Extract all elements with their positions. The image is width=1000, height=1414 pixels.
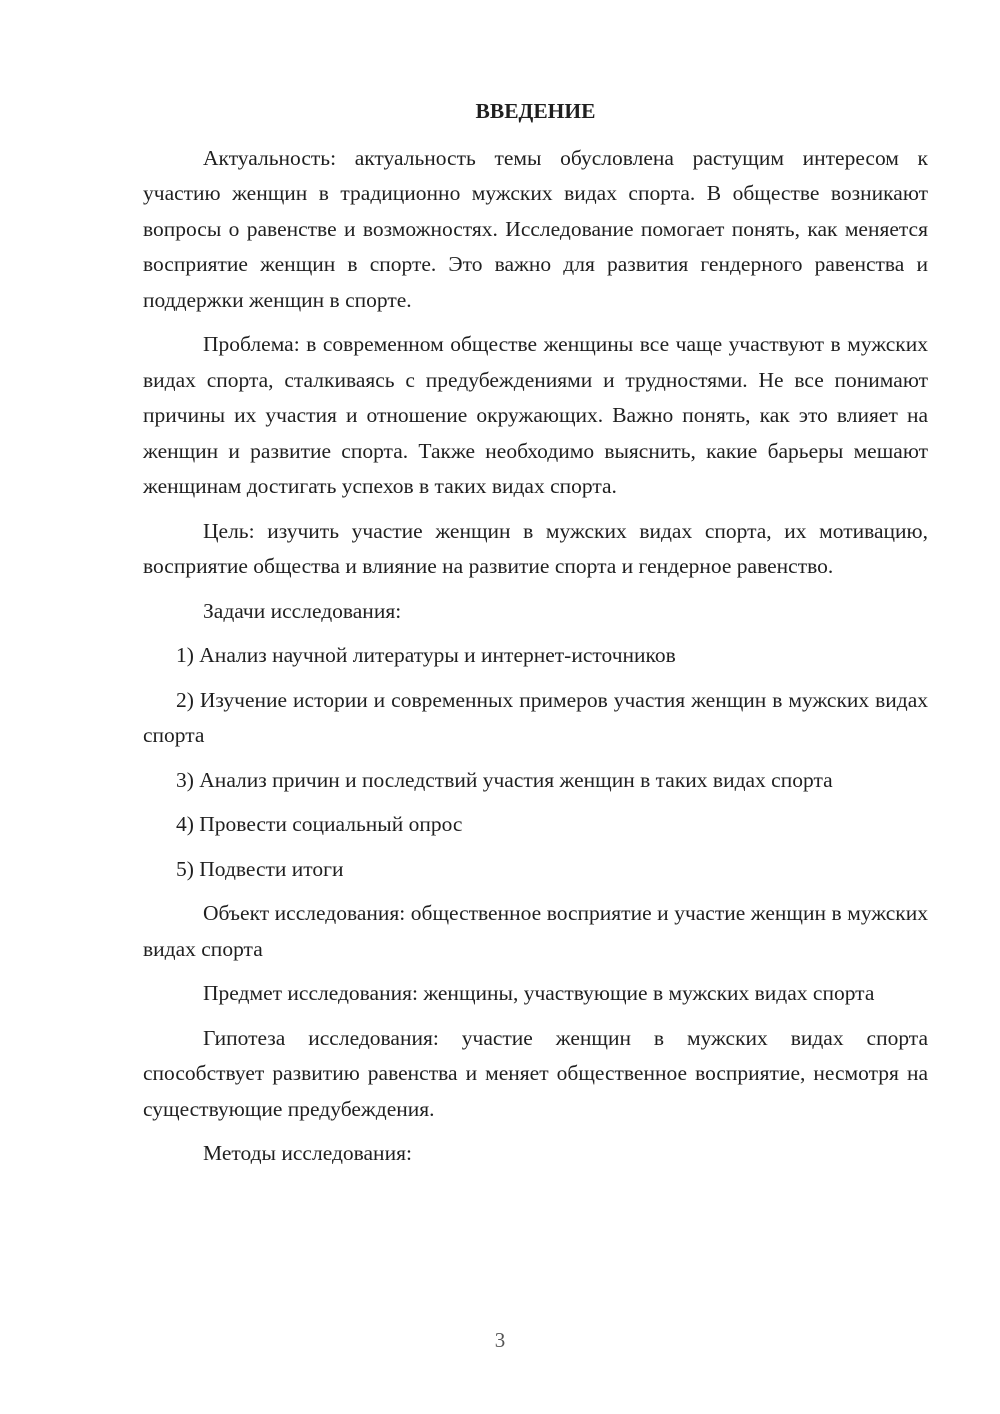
goal-paragraph: Цель: изучить участие женщин в мужских видах спорта, их мотивацию, восприятие общества и влияние на развитие спорта и гендерное равенство. (143, 518, 928, 578)
page-heading: ВВЕДЕНИЕ (475, 99, 596, 123)
object-paragraph: Объект исследования: общественное восприятие и участие женщин в мужских видах спорта (143, 901, 928, 961)
hypothesis-paragraph: Гипотеза исследования: участие женщин в мужских видах спорта способствует развитию равенства и меняет общественное восприятие, несмотря на существующие предубеждения. (143, 1025, 928, 1121)
problem-paragraph: Проблема: в современном обществе женщины все чаще участвуют в мужских видах спорта, сталкиваясь с предубеждениями и трудностями. Не все понимают причины их участия и отношение окружающих. Важно понять, как это влияет на женщин и развитие спорта. Также необходимо выяснить, какие барьеры мешают женщинам достигать успехов в таких видах спорта. (143, 332, 928, 498)
task-item-5: 5) Подвести итоги (176, 856, 344, 881)
tasks-title: Задачи исследования: (203, 598, 402, 623)
task-item-1: 1) Анализ научной литературы и интернет-источников (176, 643, 676, 667)
page-number: 3 (494, 1328, 506, 1352)
page-content (143, 94, 928, 1181)
task-item-2: 2) Изучение истории и современных примеров участия женщин в мужских видах спорта (143, 687, 928, 747)
methods-title: Методы исследования: (203, 1141, 412, 1165)
task-item-3: 3) Анализ причин и последствий участия женщин в таких видах спорта (176, 767, 833, 792)
subject-paragraph: Предмет исследования: женщины, участвующие в мужских видах спорта (203, 981, 875, 1005)
task-item-4: 4) Провести социальный опрос (176, 812, 463, 836)
relevance-paragraph: Актуальность: актуальность темы обусловлена растущим интересом к участию женщин в традиционно мужских видах спорта. В обществе возникают вопросы о равенстве и возможностях. Исследование помогает понять, как меняется восприятие женщин в спорте. Это важно для развития гендерного равенства и поддержки женщин в спорте. (143, 145, 928, 312)
